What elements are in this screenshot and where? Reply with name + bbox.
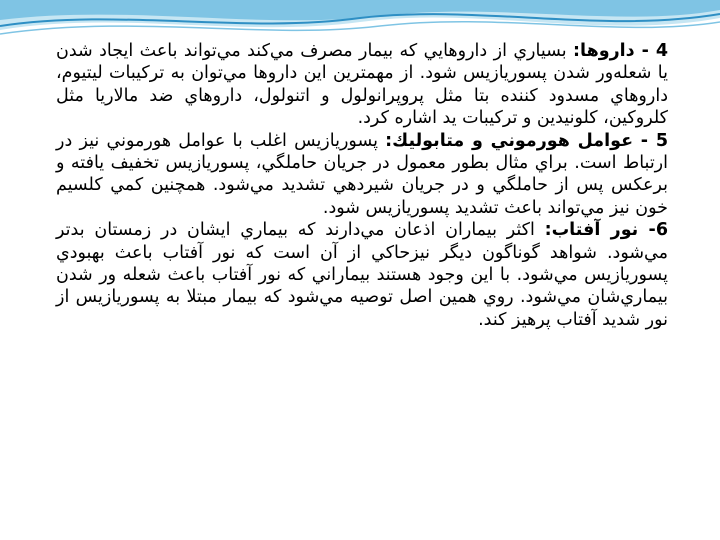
body-drugs: بسياري از داروهايي كه بيمار مصرف مي‌كند مي‌تواند باعث ايجاد شدن يا شعله‌ور شدن پسوريازيس شود. از مهمترين اين داروها مي‌توان به تركيبات ليتيوم، داروهاي مسدود كننده بتا مثل پروپرانولول و اتنولول، داروهاي ضد مالاريا مثل كلروكين، كلونيدين و تركيبات يد اشاره كرد. (56, 41, 668, 129)
body-sunlight: اكثر بيماران اذعان مي‌دارند كه بيماري ايشان در زمستان بدتر مي‌شود. شواهد گوناگون ديگر نيزحاكي از آن است كه نور آفتاب باعث بهبودي پسوريازيس مي‌شود. با اين وجود هستند بيماراني كه نور آفتاب باعث شعله ور شدن بيماري‌شان مي‌شود. روي همين اصل توصيه مي‌شود كه بيمار مبتلا به پسوريازيس از نور شديد آفتاب پرهيز كند. (56, 220, 668, 330)
heading-drugs: 4 - داروها: (573, 41, 668, 61)
heading-hormonal: 5 - عوامل هورموني و متابوليك: (385, 130, 668, 151)
slide-body (56, 40, 668, 331)
paragraph-drugs (56, 40, 668, 130)
heading-sunlight: 6- نور آفتاب: (544, 220, 668, 241)
paragraph-sunlight (56, 219, 668, 331)
paragraph-hormonal (56, 130, 668, 220)
body-hormonal: پسوريازيس اغلب با عوامل هورموني نيز در ارتباط است. براي مثال بطور معمول در جريان حاملگي، پسوريازيس تخفيف يافته و برعكس پس از حاملگي و در جريان شيردهي تشديد مي‌شود. همچنين كمي كلسيم خون نيز مي‌تواند باعث تشديد پسوريازيس شود. (56, 130, 668, 218)
